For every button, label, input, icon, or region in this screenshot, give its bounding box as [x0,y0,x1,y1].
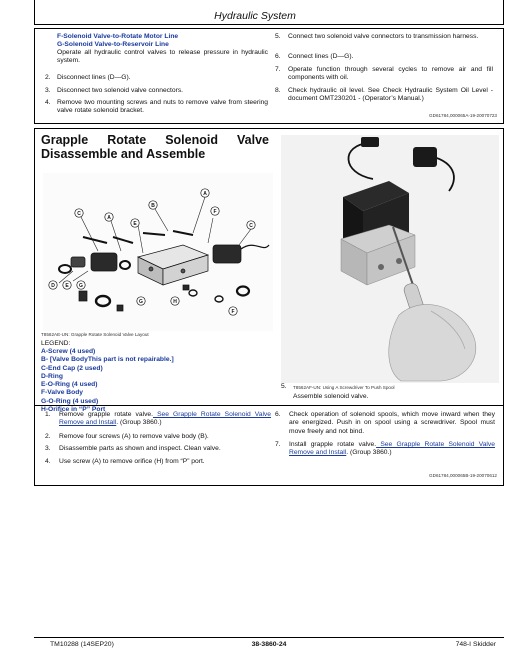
step-number: 3. [45,87,51,94]
callout-label: B [151,202,155,209]
callout-label: G [139,298,143,305]
legend-item: F-Valve Body [41,389,83,397]
legend-item: G-O-Ring (4 used) [41,397,99,405]
figure-caption: T8562AE-UN: Grapple Rotate Solenoid Valve Layout [41,332,149,337]
callout-label: F [213,208,217,215]
step-number: 5. [275,33,281,40]
header-rule [34,24,504,25]
step-text: Operate function through several cycles to remove air and fill components with oil. [288,66,493,82]
section-title-line: Grapple Rotate Solenoid Valve [41,133,269,147]
legend-line-g: G-Solenoid Valve-to-Reservoir Line [57,41,169,48]
callout-label: G [79,282,83,289]
legend-title: LEGEND: [41,340,71,347]
step-text: Connect lines (D—G). [288,53,354,60]
figure-caption: T8562AF-UN: Using A Screwdriver To Push Spool [293,385,395,390]
callout-label: A [107,214,111,221]
step-text: Use screw (A) to remove orifice (H) from “P” port. [59,458,205,465]
callout-label: C [77,210,81,217]
callout-label: D [51,282,55,289]
step-number: 4. [45,458,51,465]
section-title-line: Disassemble and Assemble [41,147,206,161]
cross-reference-link[interactable]: See Grapple Rotate Solenoid Valve Remove and Install [289,441,495,457]
footer-doc-id: TM10288 (14SEP20) [50,641,114,648]
step-number: 4. [45,99,51,106]
step-text-part: . (Group 3860.) [116,419,162,427]
step-number: 3. [45,445,51,452]
step-number: 8. [275,87,281,94]
step-text-part: . (Group 3860.) [346,449,392,457]
callout-label: H [173,298,177,305]
step-number: 2. [45,74,51,81]
callout-label: E [65,282,69,289]
step-text: Disconnect two solenoid valve connectors. [57,87,184,94]
section-divider [35,405,503,406]
footer-model: 748-I Skidder [455,641,496,648]
legend-item: D-Ring [41,372,63,380]
callout-label: C [249,222,253,229]
step-number: 6. [275,53,281,60]
step-number: 5. [281,383,287,390]
step-text: Connect two solenoid valve connectors to transmission harness. [288,33,479,40]
top-section-box [34,28,504,124]
main-section-box [34,128,504,486]
screwdriver-photo [281,135,499,383]
section-title [41,133,269,161]
reference-id: GD61784,000065B-19-20070612 [429,473,497,478]
step-text [289,441,495,458]
legend-item: B- [Valve BodyThis part is not repairable.] [41,356,174,364]
exploded-valve-diagram [43,173,273,331]
intro-text: Operate all hydraulic control valves to release pressure in hydraulic system. [57,49,268,65]
page-header-title: Hydraulic System [214,10,296,22]
step-text: Disassemble parts as shown and inspect. Clean valve. [59,445,221,452]
step-text: Check operation of solenoid spools, which move inward when they are energized. Push in on spool using a screwdriver. Spool must move freely and not bind. [289,411,495,435]
callout-label: E [133,220,137,227]
legend-item: A-Screw (4 used) [41,348,96,355]
legend-item: H-Orifice in “P” Port [41,406,106,414]
step-number: 6. [275,411,281,418]
legend-item: C-End Cap (2 used) [41,364,103,372]
legend-line-f: F-Solenoid Valve-to-Rotate Motor Line [57,33,179,40]
footer-page-number: 38-3860-24 [251,641,287,648]
callout-label: F [231,308,235,315]
step-text: Remove two mounting screws and nuts to remove valve from steering valve rotate solenoid bracket. [57,99,268,115]
callout-label: A [203,190,207,197]
step-text: Remove four screws (A) to remove valve body (B). [59,433,209,440]
step-text: Check hydraulic oil level. See Check Hydraulic System Oil Level - document OMT230201 - (Operator’s Manual.) [288,87,493,103]
step-text-part: Remove grapple rotate valve. [59,411,153,418]
step-text: Disconnect lines (D—G). [57,74,131,81]
footer-rule [34,637,504,638]
cross-reference-link[interactable]: See Grapple Rotate Solenoid Valve Remove and Install [59,411,271,427]
step-number: 1. [45,411,51,418]
step-text [59,411,271,428]
step-text-part: Install grapple rotate valve. [289,441,377,448]
legend-item: E-O-Ring (4 used) [41,381,98,389]
step-number: 7. [275,66,281,73]
step-text: Assemble solenoid valve. [293,393,369,400]
step-number: 2. [45,433,51,440]
reference-id: GD61784,000065A-19-20070723 [429,113,497,118]
step-number: 7. [275,441,281,448]
